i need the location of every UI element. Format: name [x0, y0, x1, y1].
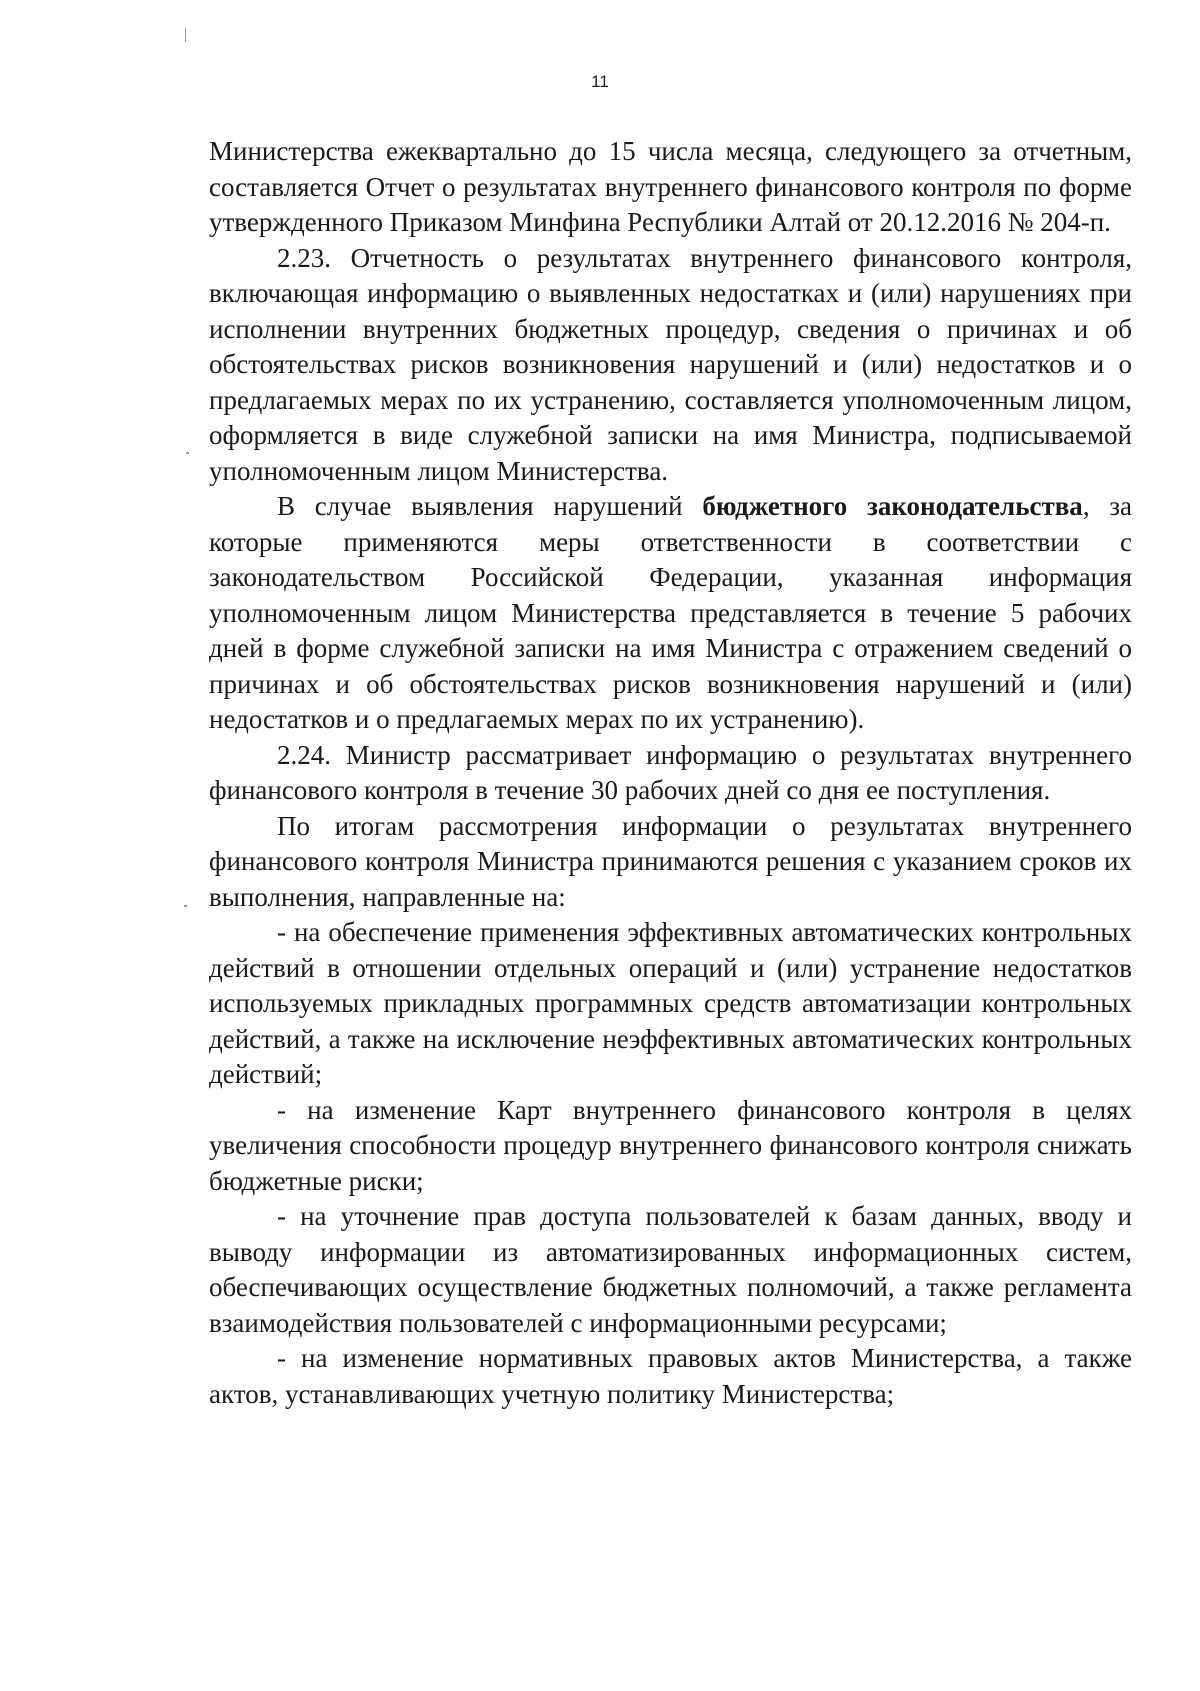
budget-legislation-bold: бюджетного законодательства [702, 491, 1083, 521]
document-body [209, 134, 1132, 1412]
violations-text-end: , за которые применяются меры ответственности в соответствии с законодательством Российской Федерации, указанная информация уполномоченным лицом Министерства представляется в течение 5 рабочих дней в форме служебной записки на имя Министра с отражением сведений о причинах и об обстоятельствах рисков возникновения нарушений и (или) недостатков и о предлагаемых мерах по их устранению). [209, 491, 1133, 734]
paragraph-report-intro: Министерства ежеквартально до 15 числа месяца, следующего за отчетным, составляется Отчет о результатах внутреннего финансового контроля по форме утвержденного Приказом Минфина Республики Алтай от 20.12.2016 № 204-п. [209, 136, 1132, 237]
scan-mark [186, 452, 189, 454]
paragraph-2-24: 2.24. Министр рассматривает информацию о результатах внутреннего финансового контроля в течение 30 рабочих дней со дня ее поступления. [209, 739, 1132, 805]
paragraph-2-23: 2.23. Отчетность о результатах внутреннего финансового контроля, включающая информацию о выявленных недостатках и (или) нарушениях при исполнении внутренних бюджетных процедур, сведения о причинах и об обстоятельствах рисков возникновения нарушений и (или) недостатков и о предлагаемых мерах по их устранению, составляется уполномоченным лицом, оформляется в виде служебной записки на имя Министра, подписываемой уполномоченным лицом Министерства. [209, 242, 1132, 486]
scan-mark [185, 28, 186, 42]
list-item-automatic-controls: - на обеспечение применения эффективных автоматических контрольных действий в отношении отдельных операций и (или) устранение недостатков используемых прикладных программных средств автоматизации контрольных действий, а также на исключение неэффективных автоматических контрольных действий; [209, 917, 1132, 1089]
list-item-normative-acts: - на изменение нормативных правовых актов Министерства, а также актов, устанавливающих учетную политику Министерства; [209, 1343, 1132, 1409]
list-item-control-maps: - на изменение Карт внутреннего финансового контроля в целях увеличения способности процедур внутреннего финансового контроля снижать бюджетные риски; [209, 1094, 1132, 1196]
page-number: 11 [591, 72, 609, 91]
paragraph-decisions: По итогам рассмотрения информации о результатах внутреннего финансового контроля Министра принимаются решения с указанием сроков их выполнения, направленные на: [209, 810, 1132, 912]
violations-text-start: В случае выявления нарушений [277, 491, 703, 521]
scan-mark [184, 905, 187, 907]
paragraph-violations [209, 489, 1132, 738]
list-item-access-rights: - на уточнение прав доступа пользователей к базам данных, вводу и выводу информации из автоматизированных информационных систем, обеспечивающих осуществление бюджетных полномочий, а также регламента взаимодействия пользователей с информационными ресурсами; [209, 1201, 1132, 1338]
